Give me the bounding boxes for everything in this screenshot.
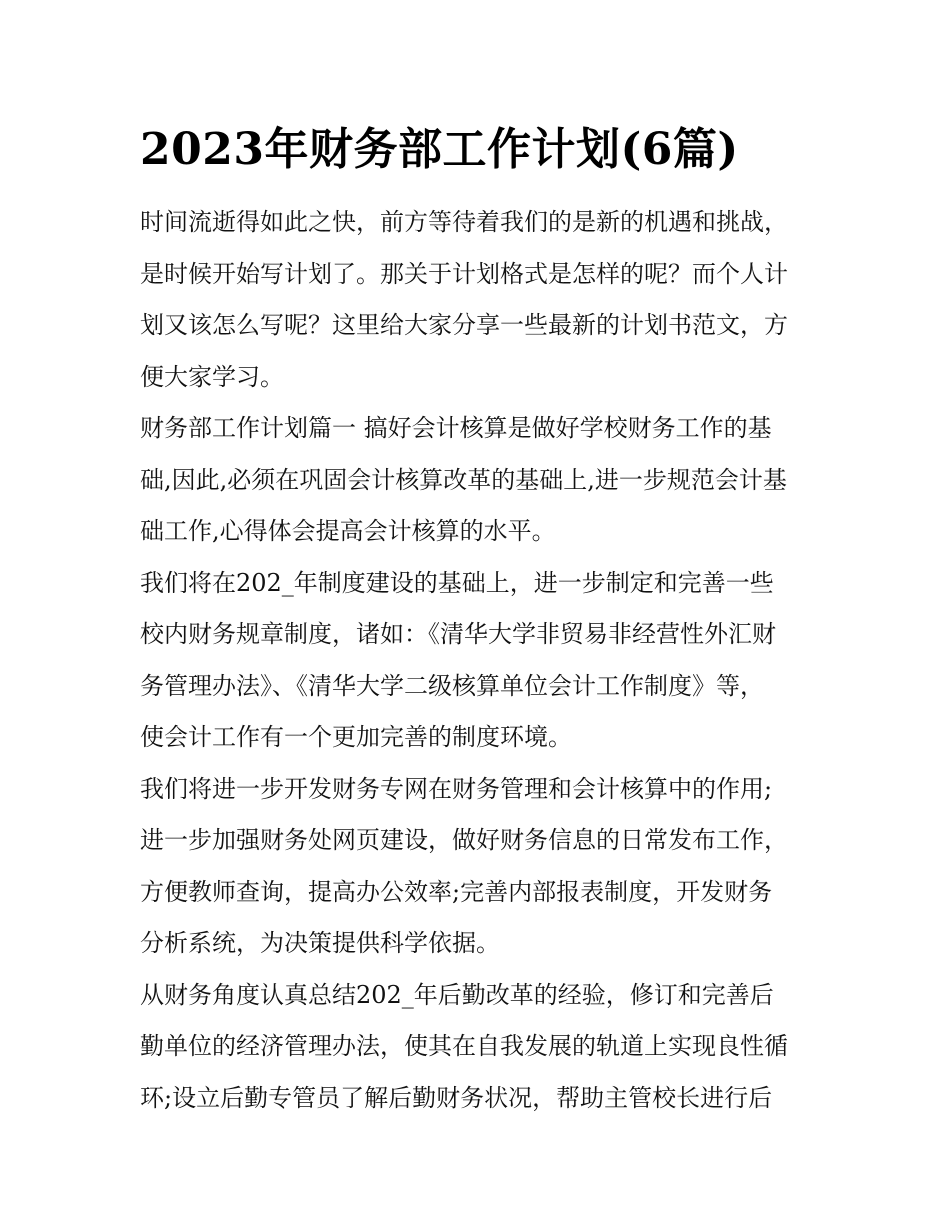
text-line: 进一步加强财务处网页建设，做好财务信息的日常发布工作，	[140, 826, 788, 854]
text-line: 我们将在202_年制度建设的基础上，进一步制定和完善一些	[140, 568, 774, 597]
text-line: 分析系统，为决策提供科学依据。	[140, 929, 500, 957]
text-line: 我们将进一步开发财务专网在财务管理和会计核算中的作用;	[140, 774, 773, 803]
text-line: 从财务角度认真总结202_年后勤改革的经验，修订和完善后	[140, 980, 774, 1009]
text-line: 础工作,心得体会提高会计核算的水平。	[140, 517, 556, 545]
text-line: 校内财务规章制度，诸如：《清华大学非贸易非经营性外汇财	[140, 620, 776, 648]
paragraph-logistics	[140, 970, 820, 1125]
paragraph-plan-one	[140, 403, 820, 558]
text-line: 勤单位的经济管理办法，使其在自我发展的轨道上实现良性循	[140, 1032, 788, 1060]
paragraph-network	[140, 764, 820, 970]
text-line: 使会计工作有一个更加完善的制度环境。	[140, 723, 572, 751]
document-title: 2023年财务部工作计划(6篇)	[140, 124, 739, 175]
text-line: 是时候开始写计划了。那关于计划格式是怎样的呢？而个人计	[140, 259, 788, 288]
text-line: 务管理办法》、《清华大学二级核算单位会计工作制度》等，	[140, 671, 764, 700]
document-content	[140, 118, 820, 1124]
text-line: 环;设立后勤专管员了解后勤财务状况，帮助主管校长进行后	[140, 1083, 773, 1112]
text-line: 方便教师查询，提高办公效率;完善内部报表制度，开发财务	[140, 877, 773, 906]
paragraph-regulations	[140, 558, 820, 764]
text-line: 划又该怎么写呢？这里给大家分享一些最新的计划书范文，方	[140, 311, 788, 339]
paragraph-intro	[140, 197, 820, 403]
text-line: 础,因此,必须在巩固会计核算改革的基础上,进一步规范会计基	[140, 465, 787, 494]
text-line: 财务部工作计划篇一 搞好会计核算是做好学校财务工作的基	[140, 414, 772, 442]
document-body	[140, 197, 820, 1124]
text-line: 时间流逝得如此之快，前方等待着我们的是新的机遇和挑战，	[140, 208, 788, 236]
text-line: 便大家学习。	[140, 362, 284, 391]
